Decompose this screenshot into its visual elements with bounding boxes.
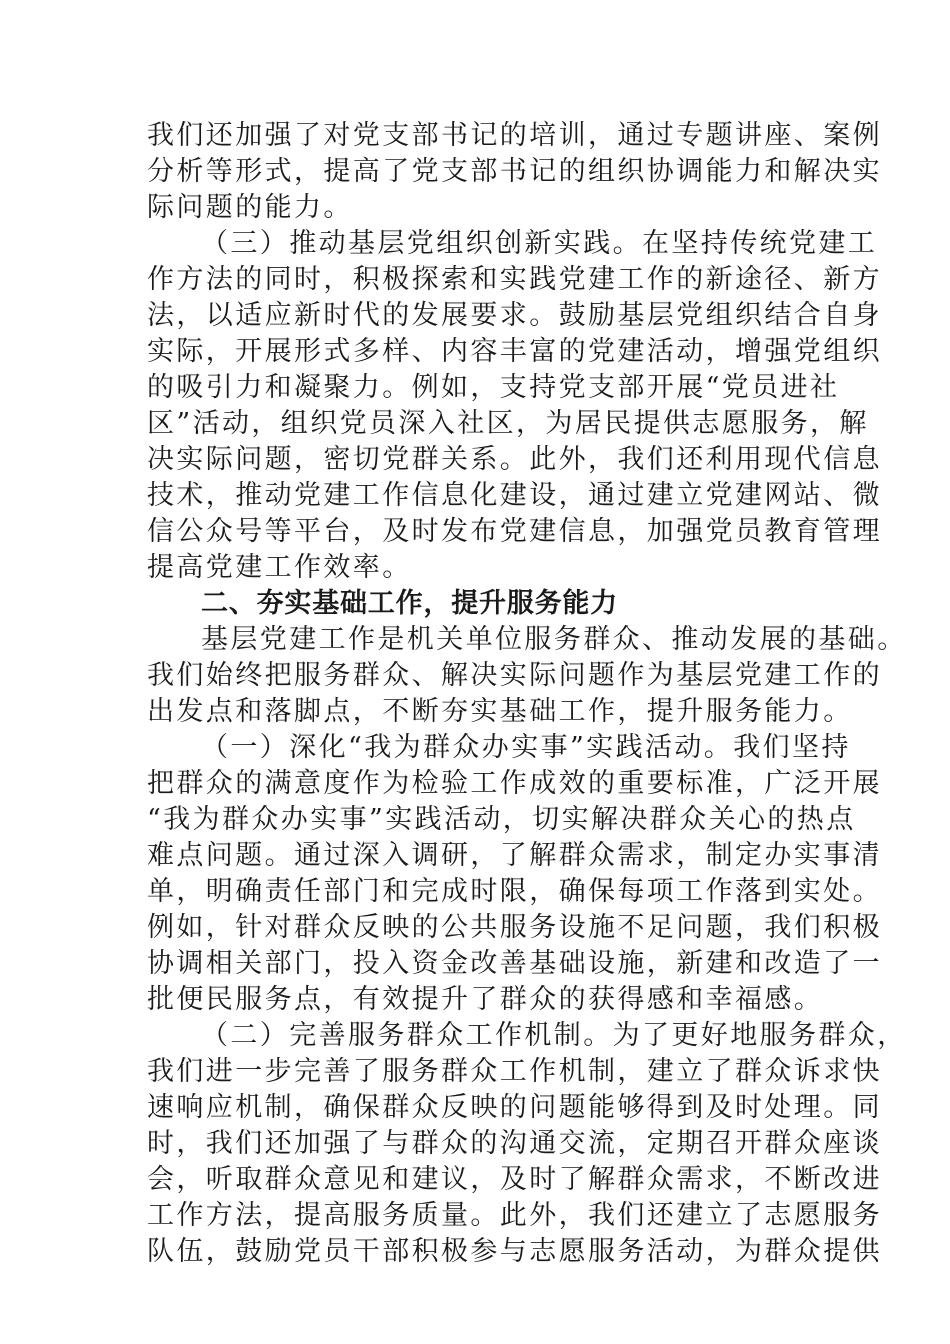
body-text-line: 时，我们还加强了与群众的沟通交流，定期召开群众座谈: [147, 1128, 882, 1159]
body-text-line: 作方法的同时，积极探索和实践党建工作的新途径、新方: [147, 264, 882, 295]
paragraph-start: 基层党建工作是机关单位服务群众、推动发展的基础。: [201, 624, 907, 655]
section-heading-2-sub: （二）完善服务群众工作机制。为了更好地服务群众，: [201, 1020, 907, 1051]
body-text-line: 提高党建工作效率。: [147, 552, 412, 583]
body-text-line: “我为群众办实事”实践活动，切实解决群众关心的热点: [147, 804, 856, 835]
body-text-line: 批便民服务点，有效提升了群众的获得感和幸福感。: [147, 984, 824, 1015]
body-text-line: 实际，开展形式多样、内容丰富的党建活动，增强党组织: [147, 336, 882, 367]
body-text-line: 的吸引力和凝聚力。例如，支持党支部开展“党员进社: [147, 372, 840, 403]
body-text-line: 把群众的满意度作为检验工作成效的重要标准，广泛开展: [147, 768, 882, 799]
body-text-line: 出发点和落脚点，不断夯实基础工作，提升服务能力。: [147, 696, 853, 727]
body-text-line: 决实际问题，密切党群关系。此外，我们还利用现代信息: [147, 444, 882, 475]
body-text-line: 会，听取群众意见和建议，及时了解群众需求，不断改进: [147, 1164, 882, 1195]
section-heading-3: （三）推动基层党组织创新实践。在坚持传统党建工: [201, 228, 878, 259]
body-text-line: 信公众号等平台，及时发布党建信息，加强党员教育管理: [147, 516, 882, 547]
body-text-line: 难点问题。通过深入调研，了解群众需求，制定办实事清: [147, 840, 882, 871]
section-heading-1: （一）深化“我为群众办实事”实践活动。我们坚持: [201, 732, 851, 763]
body-text-line: 例如，针对群众反映的公共服务设施不足问题，我们积极: [147, 912, 882, 943]
body-text-line: 工作方法，提高服务质量。此外，我们还建立了志愿服务: [147, 1200, 882, 1231]
body-text-line: 技术，推动党建工作信息化建设，通过建立党建网站、微: [147, 480, 882, 511]
body-text-line: 分析等形式，提高了党支部书记的组织协调能力和解决实: [147, 156, 882, 187]
body-text-line: 法，以适应新时代的发展要求。鼓励基层党组织结合自身: [147, 300, 882, 331]
body-text-line: 际问题的能力。: [147, 192, 353, 223]
body-text-line: 速响应机制，确保群众反映的问题能够得到及时处理。同: [147, 1092, 882, 1123]
body-text-line: 队伍，鼓励党员干部积极参与志愿服务活动，为群众提供: [147, 1236, 882, 1267]
section-heading-2: 二、夯实基础工作，提升服务能力: [201, 588, 618, 619]
body-text-line: 区”活动，组织党员深入社区，为居民提供志愿服务，解: [147, 408, 869, 439]
body-text-line: 单，明确责任部门和完成时限，确保每项工作落到实处。: [147, 876, 882, 907]
body-text-line: 协调相关部门，投入资金改善基础设施，新建和改造了一: [147, 948, 882, 979]
body-text-line: 我们始终把服务群众、解决实际问题作为基层党建工作的: [147, 660, 882, 691]
body-text-line: 我们进一步完善了服务群众工作机制，建立了群众诉求快: [147, 1056, 882, 1087]
body-text-line: 我们还加强了对党支部书记的培训，通过专题讲座、案例: [147, 120, 882, 151]
